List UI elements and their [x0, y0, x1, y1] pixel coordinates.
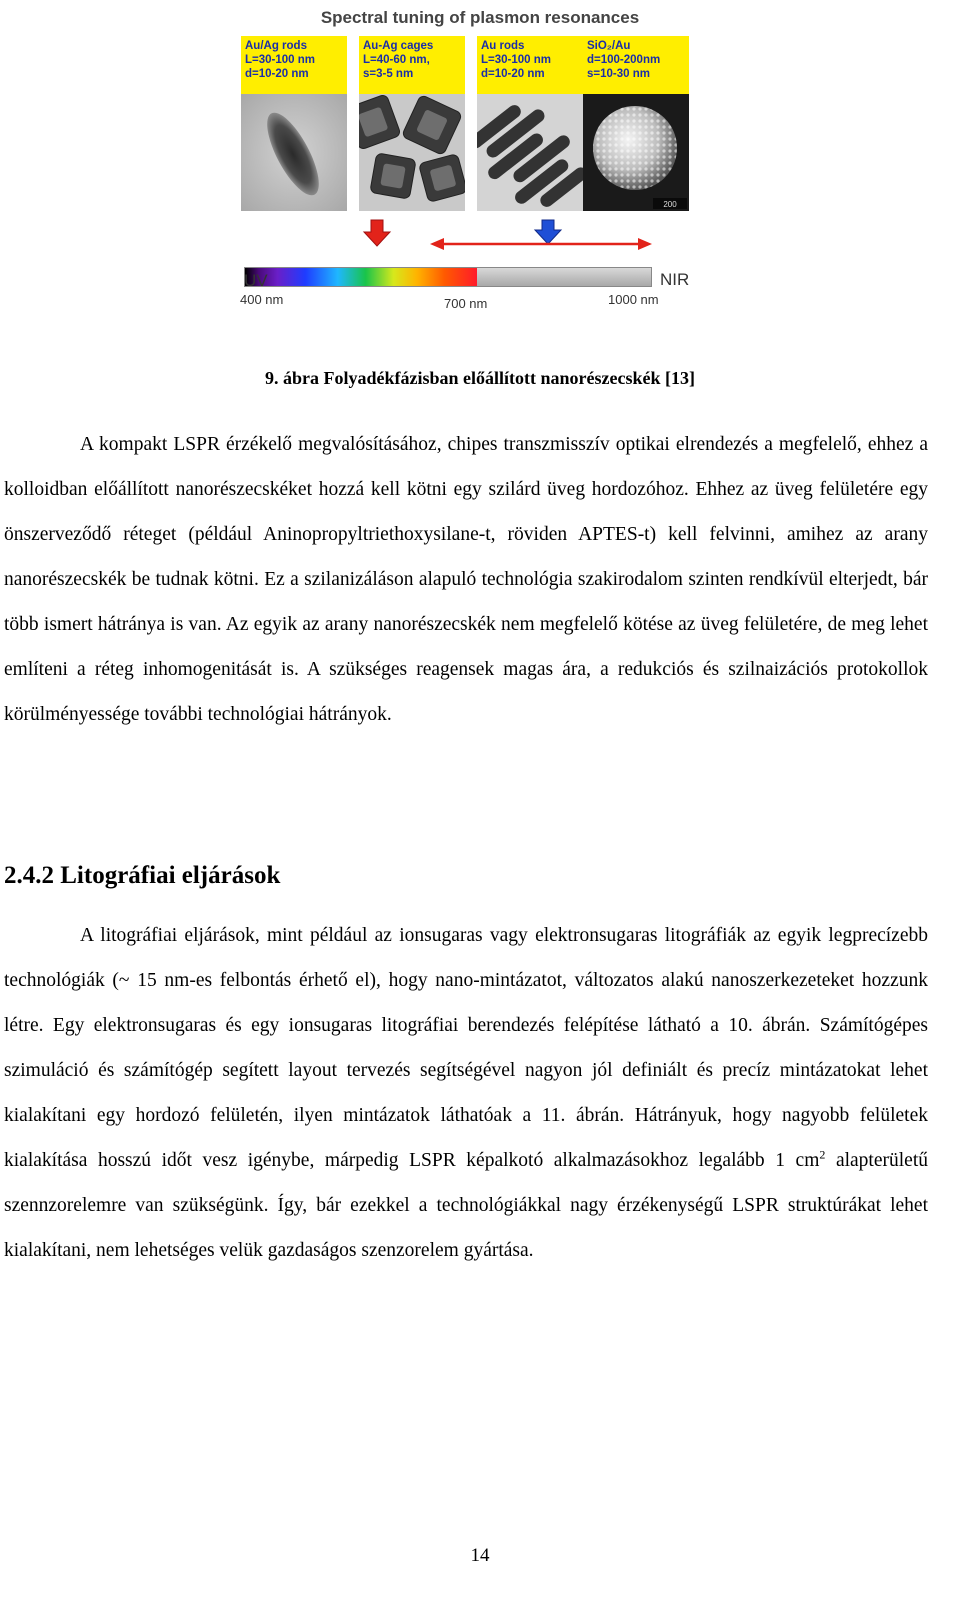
panel-au-ag-rods [241, 36, 347, 211]
figure-title: Spectral tuning of plasmon resonances [320, 8, 640, 27]
paragraph-lspr-sensor [4, 422, 928, 737]
red-arrowhead-left [430, 238, 444, 250]
tick-1000nm: 1000 nm [608, 292, 659, 307]
panel-au-rods [477, 36, 583, 211]
paragraph-2-part-1: A litográfiai eljárások, mint például az ionsugaras vagy elektronsugaras litográfiák az egyik legprecízebb technológiák (~ 15 nm-es felbontás érhető el), hogy nano-mintázatot, változatos alakú nanoszerkezeteket hozzunk létre. Egy elektronsugaras és egy ionsugaras litográfiai berendezés felépítése látható a 10. ábrán. Számítógépes szimuláció és számítógép segített layout tervezés segítségével nagyon jól definiált és precíz mintázatokat lehet kialakítani egy hordozó felületén, ilyen mintázatok láthatóak a 11. ábrán. Hátrányuk, hogy nagyobb felületek kialakítása hosszú időt vesz igénybe, márpedig LSPR képalkotó alkalmazásokhoz legalább 1 cm [4, 925, 928, 1171]
figure-caption: 9. ábra Folyadékfázisban előállított nanorészecskék [13] [265, 368, 695, 388]
panel-label-au-rods: Au rods L=30-100 nm d=10-20 nm [477, 36, 583, 94]
panel-label-sio2-au: SiO₂/Au d=100-200nm s=10-30 nm [583, 36, 689, 94]
sem-image-sio2-au-shell [583, 94, 689, 211]
nir-spectrum [477, 268, 651, 286]
uv-label: UV [244, 271, 268, 290]
page-number: 14 [470, 1545, 490, 1566]
panel-label-au-ag-cages: Au-Ag cages L=40-60 nm, s=3-5 nm [359, 36, 465, 94]
paragraph-lithography [4, 913, 928, 1273]
tick-700nm: 700 nm [444, 296, 488, 311]
paragraph-2-part-2: alapterületű szennzorelemre van szükségünk. Így, bár ezekkel a technológiákkal nagy érzékenységű LSPR struktúrákat lehet kialakítani, nem lehetséges velük gazdaságos szenzorelem gyártása. [4, 1150, 928, 1261]
tick-400nm: 400 nm [240, 292, 284, 307]
spectral-tuning-figure [0, 0, 960, 330]
resonance-arrows [0, 210, 960, 270]
visible-spectrum [245, 268, 477, 286]
tem-image-au-ag-rod [241, 94, 347, 211]
superscript-2: 2 [819, 1147, 826, 1162]
nir-label: NIR [660, 270, 690, 289]
tem-image-au-rods [477, 94, 583, 211]
panel-label-au-ag-rods: Au/Ag rods L=30-100 nm d=10-20 nm [241, 36, 347, 94]
blue-down-arrow [535, 220, 561, 244]
section-heading: 2.4.2 Litográfiai eljárások [4, 862, 281, 889]
paragraph-1-text: A kompakt LSPR érzékelő megvalósításához, chipes transzmisszív optikai elrendezés a megfelelő, ehhez a kolloidban előállított nanorészecskéket hozzá kell kötni egy szilárd üveg hordozóhoz. Ehhez az üveg felületére egy önszerveződő réteget (például Aninopropyltriethoxysilane-t, röviden APTES-t) kell felvinni, amihez az arany nanorészecskék be tudnak kötni. Ez a szilanizáláson alapuló technológia szakirodalom szinten rendkívül elterjedt, bár több ismert hátránya is van. Az egyik az arany nanorészecskék nem megfelelő kötése az üveg felületére, de meg lehet említeni a réteg inhomogenitását is. A szükséges reagensek magas ára, a redukciós és szilnaizációs protokollok körülményessége további technológiai hátrányok. [4, 434, 928, 725]
panel-sio2-au-shells [583, 36, 689, 211]
tem-image-au-ag-cages [359, 94, 465, 211]
panel-au-ag-cages [359, 36, 465, 211]
paragraph-2-text [4, 913, 928, 1273]
spectrum-bar [244, 267, 652, 287]
red-down-arrow [364, 220, 390, 246]
scalebar-label: 200 [663, 200, 677, 209]
red-arrowhead-right [638, 238, 652, 250]
